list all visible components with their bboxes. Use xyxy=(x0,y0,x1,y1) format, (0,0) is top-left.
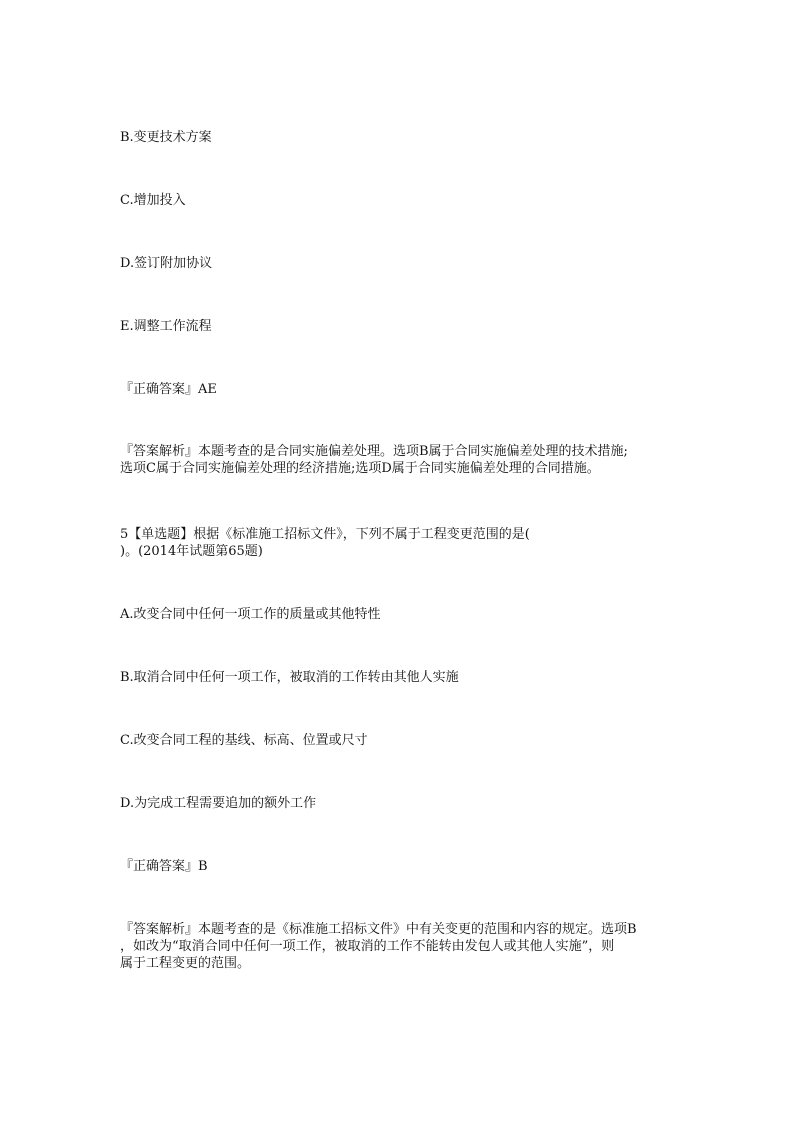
q4-analysis-line-2: 选项C属于合同实施偏差处理的经济措施;选项D属于合同实施偏差处理的合同措施。 xyxy=(120,461,600,476)
q4-answer-analysis xyxy=(120,443,680,477)
q5-correct-answer: 『正确答案』B xyxy=(120,859,208,874)
q5-analysis-line-1: 『答案解析』本题考查的是《标准施工招标文件》中有关变更的范围和内容的规定。选项B xyxy=(120,922,637,937)
q5-option-b: B.取消合同中任何一项工作，被取消的工作转由其他人实施 xyxy=(120,670,459,685)
q5-question xyxy=(120,526,680,560)
q4-analysis-line-1: 『答案解析』本题考查的是合同实施偏差处理。选项B属于合同实施偏差处理的技术措施; xyxy=(120,444,628,459)
q5-option-c: C.改变合同工程的基线、标高、位置或尺寸 xyxy=(120,733,368,748)
q4-option-c: C.增加投入 xyxy=(120,193,186,208)
q4-option-e: E.调整工作流程 xyxy=(120,319,212,334)
q5-answer-analysis xyxy=(120,921,680,972)
q4-option-b: B.变更技术方案 xyxy=(120,130,212,145)
q5-option-a: A.改变合同中任何一项工作的质量或其他特性 xyxy=(120,607,381,622)
q4-correct-answer: 『正确答案』AE xyxy=(120,382,217,397)
q5-question-line-2: )。(2014年试题第65题) xyxy=(120,544,263,559)
q5-question-line-1: 5【单选题】根据《标准施工招标文件》，下列不属于工程变更范围的是( xyxy=(120,527,530,542)
q5-analysis-line-3: 属于工程变更的范围。 xyxy=(120,956,251,971)
q4-option-d: D.签订附加协议 xyxy=(120,256,213,271)
q5-analysis-line-2: ，如改为“取消合同中任何一项工作，被取消的工作不能转由发包人或其他人实施”，则 xyxy=(120,939,615,954)
q5-option-d: D.为完成工程需要追加的额外工作 xyxy=(120,796,317,811)
